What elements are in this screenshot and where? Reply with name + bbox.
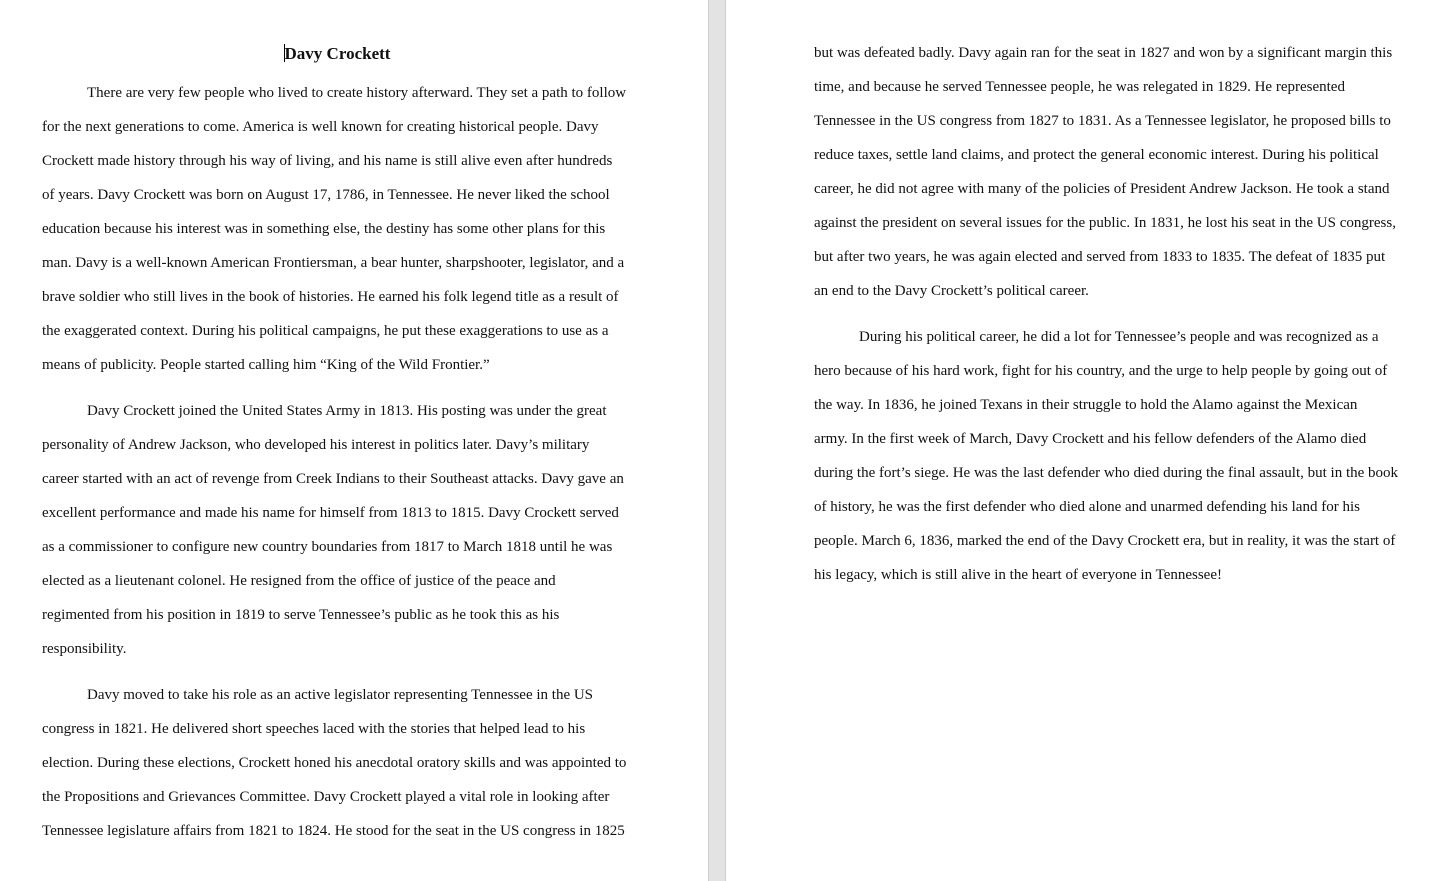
text-line: During his political career, he did a lot for Tennessee’s people and was recognized as a [859, 329, 1379, 345]
text-line: hero because of his hard work, fight for his country, and the urge to help people by going out of [814, 363, 1388, 379]
text-line: career started with an act of revenge from Creek Indians to their Southeast attacks. Davy gave an [42, 471, 624, 487]
text-line: of years. Davy Crockett was born on August 17, 1786, in Tennessee. He never liked the school [42, 187, 610, 203]
text-line: people. March 6, 1836, marked the end of the Davy Crockett era, but in reality, it was the start of [814, 533, 1396, 549]
page-2-paragraphs [814, 36, 1404, 592]
text-line: the exaggerated context. During his political campaigns, he put these exaggerations to use as a [42, 323, 609, 339]
text-line: his legacy, which is still alive in the heart of everyone in Tennessee! [814, 567, 1222, 583]
text-line: as a commissioner to configure new country boundaries from 1817 to March 1818 until he was [42, 539, 613, 555]
text-line: Davy moved to take his role as an active legislator representing Tennessee in the US [87, 687, 594, 703]
text-line: the Propositions and Grievances Committee. Davy Crockett played a vital role in looking after [42, 789, 610, 805]
text-line: Davy Crockett joined the United States Army in 1813. His posting was under the great [87, 403, 607, 419]
paragraph [42, 678, 632, 848]
text-line: elected as a lieutenant colonel. He resigned from the office of justice of the peace and [42, 573, 556, 589]
text-line: of history, he was the first defender who died alone and unarmed defending his land for his [814, 499, 1360, 515]
text-line: but was defeated badly. Davy again ran for the seat in 1827 and won by a significant margin this [814, 45, 1393, 61]
paragraph [814, 320, 1404, 592]
text-line: during the fort’s siege. He was the last defender who died during the final assault, but in the book [814, 465, 1399, 481]
text-line: Tennessee legislature affairs from 1821 to 1824. He stood for the seat in the US congress in 1825 [42, 823, 625, 839]
text-line: for the next generations to come. America is well known for creating historical people. Davy [42, 119, 599, 135]
text-line: brave soldier who still lives in the book of histories. He earned his folk legend title as a result of [42, 289, 619, 305]
paragraph [42, 394, 632, 666]
text-line: Tennessee in the US congress from 1827 to 1831. As a Tennessee legislator, he proposed bills to [814, 113, 1391, 129]
page-1-content[interactable] [42, 37, 632, 860]
text-line: man. Davy is a well-known American Frontiersman, a bear hunter, sharpshooter, legislator, and a [42, 255, 625, 271]
text-line: the way. In 1836, he joined Texans in their struggle to hold the Alamo against the Mexican [814, 397, 1358, 413]
text-line: personality of Andrew Jackson, who developed his interest in politics later. Davy’s military [42, 437, 590, 453]
document-title-row [42, 37, 632, 71]
text-line: army. In the first week of March, Davy Crockett and his fellow defenders of the Alamo died [814, 431, 1367, 447]
text-line: against the president on several issues for the public. In 1831, he lost his seat in the US congress, [814, 215, 1396, 231]
text-line: regimented from his position in 1819 to serve Tennessee’s public as he took this as his [42, 607, 560, 623]
paragraph [42, 76, 632, 382]
text-line: an end to the Davy Crockett’s political career. [814, 283, 1089, 299]
page-separator [708, 0, 726, 881]
text-line: congress in 1821. He delivered short speeches laced with the stories that helped lead to his [42, 721, 586, 737]
page-1-paragraphs [42, 76, 632, 848]
document-page-1[interactable] [0, 0, 708, 881]
text-line: but after two years, he was again elected and served from 1833 to 1835. The defeat of 1835 put [814, 249, 1386, 265]
document-page-2[interactable] [726, 0, 1448, 881]
text-line: means of publicity. People started calling him “King of the Wild Frontier.” [42, 357, 490, 373]
text-line: career, he did not agree with many of the policies of President Andrew Jackson. He took a stand [814, 181, 1390, 197]
text-line: Crockett made history through his way of living, and his name is still alive even after hundreds [42, 153, 613, 169]
paragraph [814, 36, 1404, 308]
text-line: responsibility. [42, 641, 127, 657]
page-2-content[interactable] [814, 36, 1404, 604]
text-line: education because his interest was in something else, the destiny has some other plans for this [42, 221, 606, 237]
text-line: excellent performance and made his name for himself from 1813 to 1815. Davy Crockett served [42, 505, 619, 521]
text-line: reduce taxes, settle land claims, and protect the general economic interest. During his political [814, 147, 1379, 163]
text-line: election. During these elections, Crockett honed his anecdotal oratory skills and was appointed to [42, 755, 627, 771]
document-title: Davy Crockett [284, 44, 391, 63]
text-line: There are very few people who lived to create history afterward. They set a path to follow [87, 85, 627, 101]
text-line: time, and because he served Tennessee people, he was relegated in 1829. He represented [814, 79, 1345, 95]
